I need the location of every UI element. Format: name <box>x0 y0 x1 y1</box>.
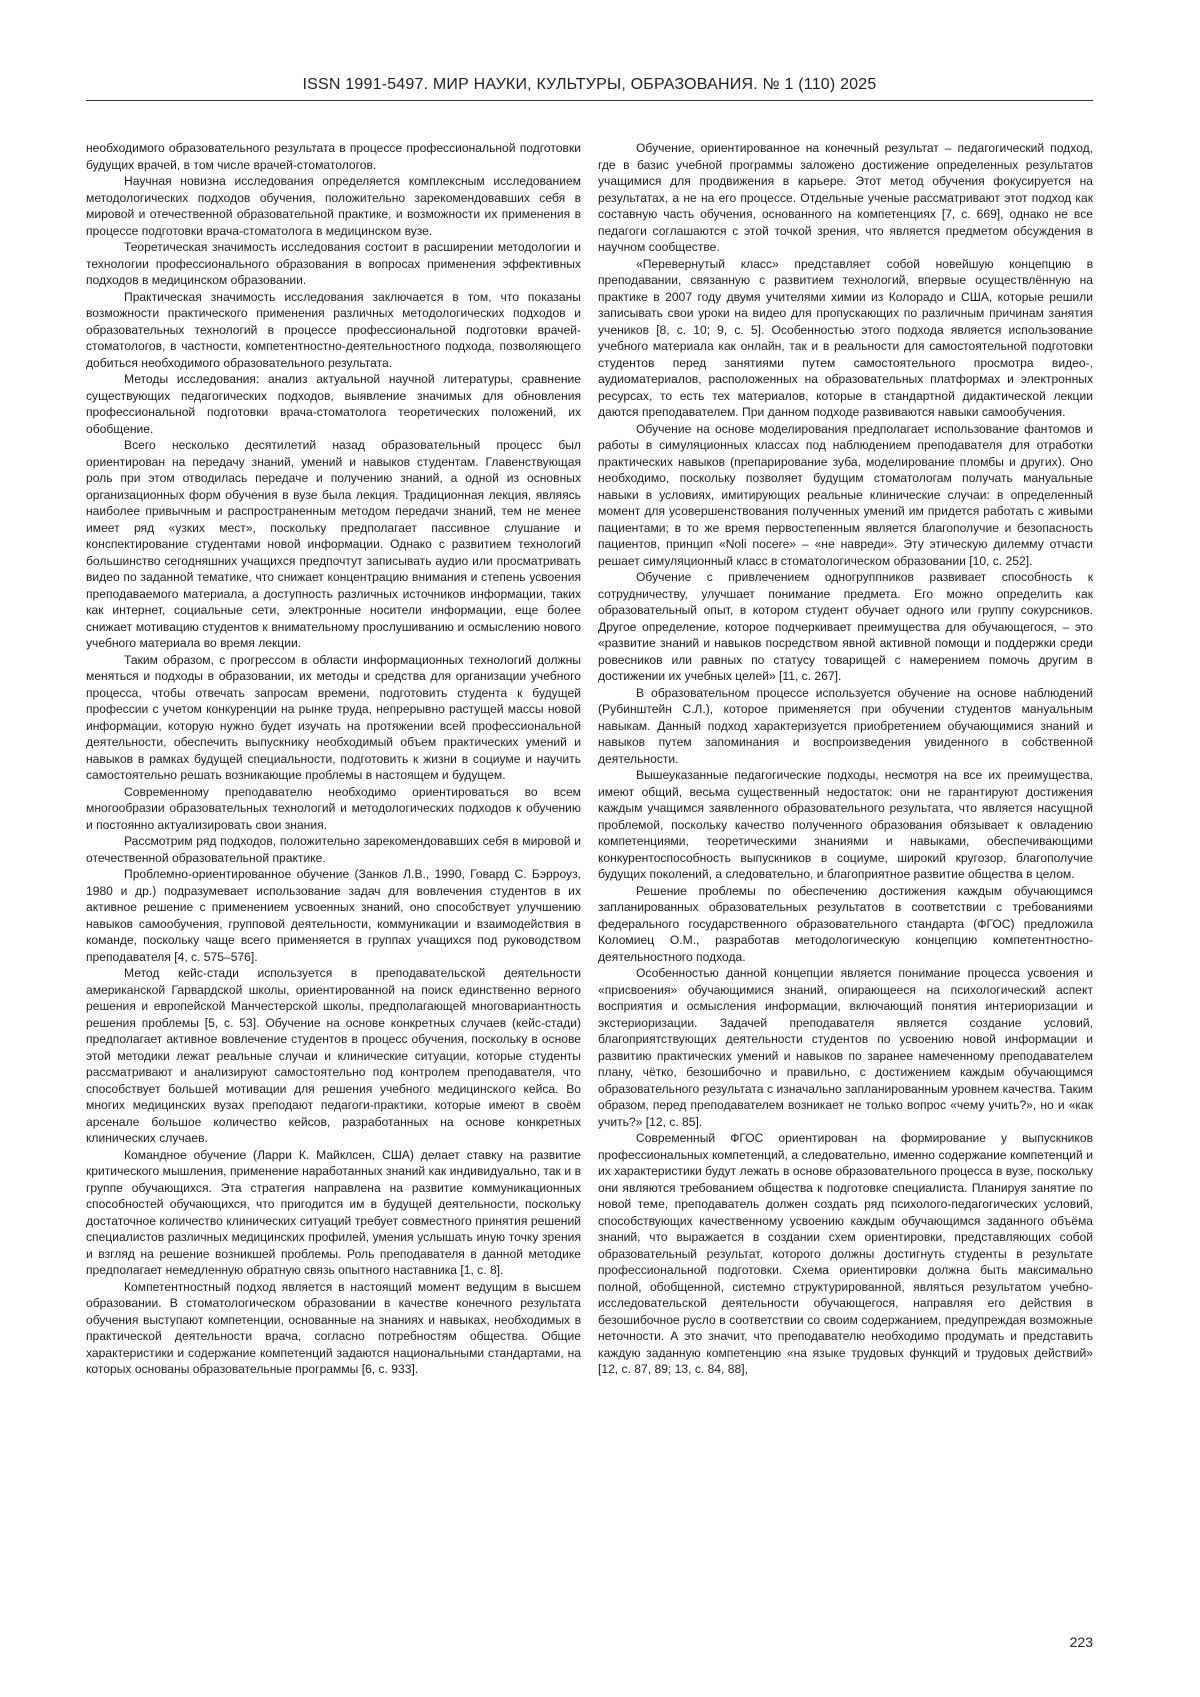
paragraph: Обучение, ориентированное на конечный результат – педагогический подход, где в базис учебной программы заложено достижение определенных результатов учащимися для продвижения в карьере. Этот метод обучения фокусируется на результатах, а не на его процессе. Отдельные ученые рассматривают этот подход как составную часть обучения, основанного на компетенциях [7, с. 669], однако не все педагоги соглашаются с этой точкой зрения, что является предметом обсуждения в научном сообществе. <box>598 140 1093 256</box>
paragraph: Проблемно-ориентированное обучение (Занков Л.В., 1990, Говард С. Бэрроуз, 1980 и др.) подразумевает использование задач для вовлечения студентов в их активное решение с применением усвоенных знаний, оно способствует улучшению навыков самообучения, групповой деятельности, коммуникации и взаимодействия в команде, поскольку чаще всего применяется в группах учащихся под руководством преподавателя [4, с. 575–576]. <box>86 866 581 965</box>
paragraph: Рассмотрим ряд подходов, положительно зарекомендовавших себя в мировой и отечественной образовательной практике. <box>86 833 581 866</box>
journal-header: ISSN 1991-5497. МИР НАУКИ, КУЛЬТУРЫ, ОБРАЗОВАНИЯ. № 1 (110) 2025 <box>86 76 1093 94</box>
paragraph: Компетентностный подход является в настоящий момент ведущим в высшем образовании. В стоматологическом образовании в качестве конечного результата обучения выступают компетенции, основанные на знаниях и навыках, необходимых в практической деятельности врача, согласно потребностям общества. Общие характеристики и содержание компетенций задаются национальными стандартами, на которых основаны образовательные программы [6, с. 933]. <box>86 1279 581 1378</box>
paragraph: Таким образом, с прогрессом в области информационных технологий должны меняться и подходы в образовании, их методы и средства для организации учебного процесса, чтобы отвечать запросам времени, подготовить студента к будущей профессии с учетом конкуренции на рынке труда, непрерывно растущей массы новой информации, которую нужно будет изучать на протяжении всей профессиональной деятельности, обеспечить выпускнику необходимый объем практических умений и навыков в рамках будущей специальности, подготовить к жизни в социуме и научить самостоятельно решать возникающие проблемы в настоящем и будущем. <box>86 652 581 784</box>
paragraph: Обучение на основе моделирования предполагает использование фантомов и работы в симуляционных классах под наблюдением преподавателя для отработки практических навыков (препарирование зуба, моделирование пломбы и других). Оно необходимо, поскольку позволяет будущим стоматологам получать мануальные навыки в условиях, имитирующих реальные клинические случаи: в определенный момент для усовершенствования полученных умений им придется работать с живыми пациентами; в то же время первостепенным является благополучие и безопасность пациентов, принцип «Noli nocere» – «не навреди». Эту этическую дилемму отчасти решает симуляционный класс в стоматологическом образовании [10, с. 252]. <box>598 421 1093 570</box>
paragraph: Обучение с привлечением одногруппников развивает способность к сотрудничеству, улучшает понимание предмета. Его можно определить как образовательный опыт, в котором студент обучает одного или группу сокурсников. Другое определение, которое подчеркивает преимущества для обучающегося, – это «развитие знаний и навыков посредством явной активной помощи и поддержки среди ровесников или равных по статусу товарищей с намерением помочь другим в достижении их учебных целей» [11, с. 267]. <box>598 569 1093 685</box>
paragraph: Практическая значимость исследования заключается в том, что показаны возможности практического применения различных методологических подходов и образовательных технологий в процессе профессиональной подготовки врачей-стоматологов, в частности, компетентностно-деятельностного подхода, позволяющего добиться необходимого образовательного результата. <box>86 289 581 372</box>
paragraph: необходимого образовательного результата в процессе профессиональной подготовки будущих врачей, в том числе врачей-стоматологов. <box>86 140 581 173</box>
paragraph: Теоретическая значимость исследования состоит в расширении методологии и технологии профессионального образования в вопросах применения эффективных подходов в медицинском образовании. <box>86 239 581 289</box>
paragraph: Научная новизна исследования определяется комплексным исследованием методологических подходов обучения, положительно зарекомендовавших себя в мировой и отечественной образовательной практике, и возможности их применения в процессе подготовки врача-стоматолога в медицинском вузе. <box>86 173 581 239</box>
page-number: 223 <box>1058 1634 1093 1650</box>
header-rule <box>86 100 1093 101</box>
paragraph: Современному преподавателю необходимо ориентироваться во всем многообразии образовательных технологий и методологических подходов к обучению и постоянно актуализировать свои знания. <box>86 784 581 834</box>
right-column <box>598 140 1093 1378</box>
paragraph: Особенностью данной концепции является понимание процесса усвоения и «присвоения» обучающимися знаний, опирающееся на психологический аспект восприятия и осмысления информации, включающий понятия интериоризации и экстериоризации. Задачей преподавателя является создание условий, благоприятствующих деятельности студентов по усвоению новой информации и развитию практических умений и навыков по заранее намеченному преподавателем плану, чётко, безошибочно и правильно, с достижением каждым обучающимся образовательного результата с изначально запланированным уровнем качества. Таким образом, перед преподавателем возникает не только вопрос «чему учить?», но и «как учить?» [12, с. 85]. <box>598 965 1093 1130</box>
paragraph: Метод кейс-стади используется в преподавательской деятельности американской Гарвардской школы, ориентированной на поиск единственно верного решения и европейской Манчестерской школы, предполагающей многовариантность решения проблемы [5, с. 53]. Обучение на основе конкретных случаев (кейс-стади) предполагает активное вовлечение студентов в процесс обучения, поскольку в основе этой методики лежат реальные случаи и клинические ситуации, которые студенты рассматривают и анализируют самостоятельно под контролем преподавателя, что способствует большей мотивации для решения учебного медицинского кейса. Во многих медицинских вузах преподают педагоги-практики, которые имеют в своём арсенале большое количество кейсов, разработанных на основе конкретных клинических случаев. <box>86 965 581 1147</box>
paragraph: Командное обучение (Ларри К. Майклсен, США) делает ставку на развитие критического мышления, применение наработанных знаний как индивидуально, так и в группе обучающихся. Эта стратегия направлена на развитие коммуникационных способностей обучающихся, что пригодится им в будущей деятельности, поскольку достаточное количество клинических ситуаций требует совместного принятия решений специалистов различных медицинских профилей, умения услышать иную точку зрения и взгляд на решение возникшей проблемы. Роль преподавателя в данной методике предполагает немедленную обратную связь опытного наставника [1, с. 8]. <box>86 1147 581 1279</box>
paragraph: «Перевернутый класс» представляет собой новейшую концепцию в преподавании, связанную с развитием технологий, впервые осуществлённую на практике в 2007 году двумя учителями химии из Колорадо и США, которые решили записывать свои уроки на видео для пропускающих по различным причинам занятия учеников [8, с. 10; 9, с. 5]. Особенностью этого подхода является использование учебного материала как онлайн, так и в реальности для самостоятельной подготовки студентов перед занятиями путем самостоятельного просмотра видео-, аудиоматериалов, расположенных на образовательных платформах и электронных ресурсах, то есть тех материалов, которые в стандартной дидактической лекции даются преподавателем. При данном подходе развиваются навыки самообучения. <box>598 256 1093 421</box>
paragraph: Методы исследования: анализ актуальной научной литературы, сравнение существующих педагогических подходов, выявление значимых для обновления профессиональной подготовки врача-стоматолога теоретических положений, их обобщение. <box>86 371 581 437</box>
paragraph: Всего несколько десятилетий назад образовательный процесс был ориентирован на передачу знаний, умений и навыков студентам. Главенствующая роль при этом отводилась передаче и получению знаний, а одной из основных организационных форм обучения в вузе была лекция. Традиционная лекция, являясь наиболее привычным и распространенным методом передачи знаний, тем не менее имеет ряд «узких мест», поскольку предполагает пассивное слушание и конспектирование студентами новой информации. Однако с развитием технологий большинство сегодняшних учащихся предпочтут записывать аудио или просматривать видео по заданной тематике, что снижает концентрацию внимания и степень усвоения преподаваемого материала, а доступность различных источников информации, таких как интернет, социальные сети, электронные носители информации, еще более снижает мотивацию студентов к внимательному прослушиванию и осмыслению нового учебного материала во время лекции. <box>86 437 581 652</box>
paragraph: Современный ФГОС ориентирован на формирование у выпускников профессиональных компетенций, а следовательно, именно содержание компетенций и их характеристики будут лежать в основе образовательного процесса в вузе, поскольку они являются требованием общества к подготовке специалиста. Планируя занятие по новой теме, преподаватель должен создать ряд психолого-педагогических условий, способствующих качественному усвоению каждым обучающимся заданного объёма знаний, что выражается в создании схем ориентировки, представляющих собой образовательный результат, которого должны достигнуть студенты в результате профессиональной подготовки. Схема ориентировки должна быть максимально полной, обобщенной, системно структурированной, являться результатом учебно-исследовательской деятельности обучающегося, направляя его действия в безошибочное русло в соответствии со своим содержанием, предупреждая возможные неточности. А это значит, что преподавателю необходимо продумать и представить каждую заданную компетенцию «на языке трудовых функций и трудовых действий» [12, с. 87, 89; 13, с. 84, 88], <box>598 1130 1093 1378</box>
paragraph: Вышеуказанные педагогические подходы, несмотря на все их преимущества, имеют общий, весьма существенный недостаток: они не гарантируют достижения каждым учащимся заявленного образовательного результата, что является насущной проблемой, поскольку качество полученного образования обязывает к овладению компетенциями, теоретическими знаниями и навыками, обеспечивающими конкурентоспособность выпускников в социуме, широкий кругозор, благополучие будущих поколений, а следовательно, и благоприятное развитие общества в целом. <box>598 767 1093 883</box>
paragraph: В образовательном процессе используется обучение на основе наблюдений (Рубинштейн С.Л.), которое применяется при обучении студентов мануальным навыкам. Данный подход характеризуется приобретением обучающимися знаний и навыков путем запоминания и воспроизведения увиденного в собственной деятельности. <box>598 685 1093 768</box>
journal-page <box>0 0 1200 1697</box>
paragraph: Решение проблемы по обеспечению достижения каждым обучающимся запланированных образовательных результатов в соответствии с требованиями федерального государственного образовательного стандарта (ФГОС) предложила Коломиец О.М., разработав методологическую концепцию компетентностно-деятельностного подхода. <box>598 883 1093 966</box>
left-column <box>86 140 581 1378</box>
